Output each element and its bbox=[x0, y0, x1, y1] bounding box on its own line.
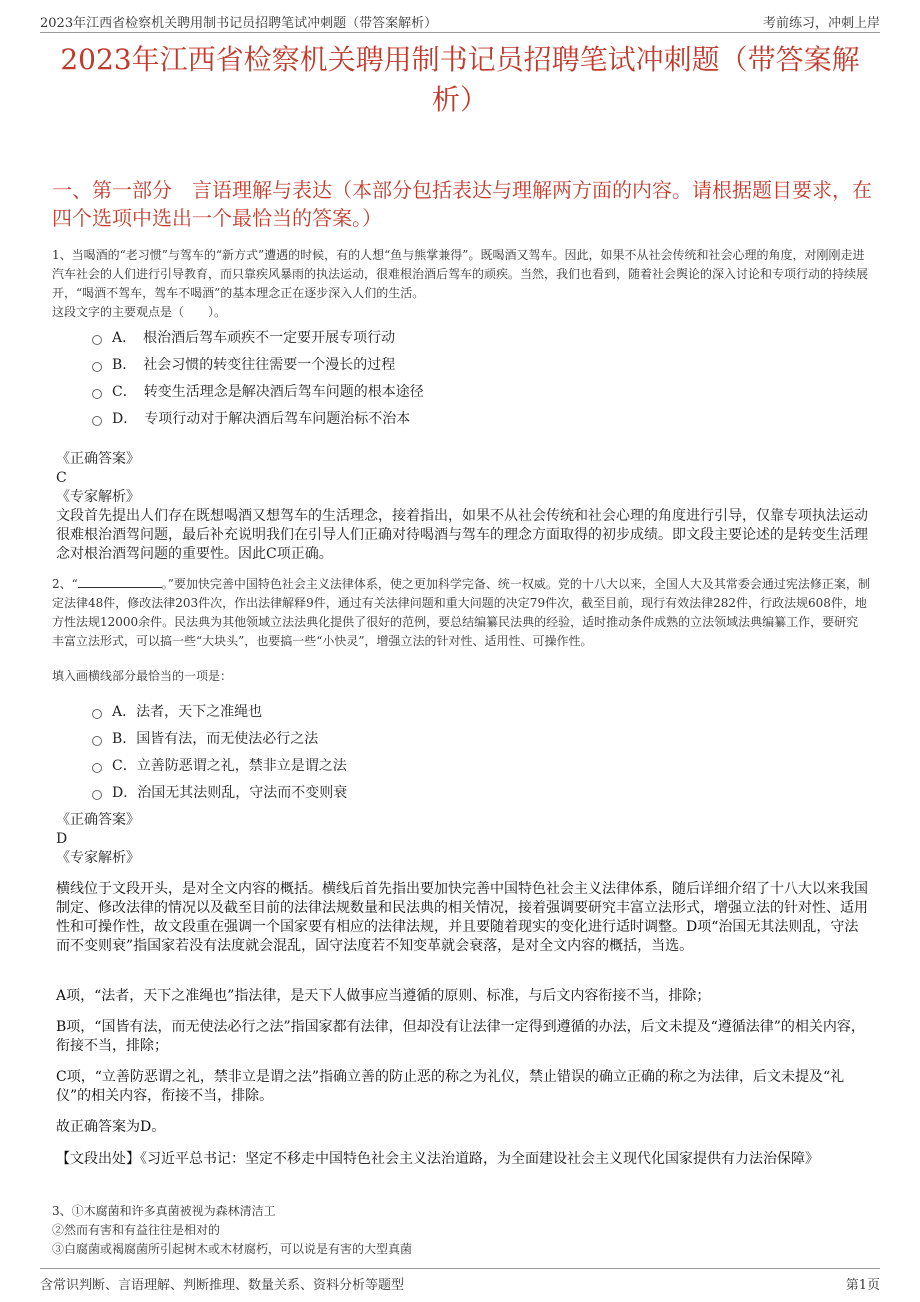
analysis-text: 横线位于文段开头，是对全文内容的概括。横线后首先指出要加快完善中国特色社会主义法律体系，随后详细介绍了十八大以来我国制定、修改法律的情况以及截至目前的法律法规数量和民法典的相关情况，接着强调要研究丰富立法形式，增强立法的针对性、适用性和可操作性，故文段重在强调一个国家要有相应的法律法规，并且要随着现实的变化进行适时调整。D项“治国无其法则乱，守法而不变则衰”指国家若没有法度就会混乱，固守法度若不知变革就会衰落，是对全文内容的概括，当选。 bbox=[56, 881, 868, 954]
source-citation: 【文段出处】《习近平总书记：坚定不移走中国特色社会主义法治道路，为全面建设社会主义现代化国家提供有力法治保障》 bbox=[56, 1151, 819, 1167]
option-b-note: B项，“国皆有法，而无使法必行之法”指国家都有法律，但却没有让法律一定得到遵循的办法，后文未提及“遵循法律”的相关内容，衔接不当，排除； bbox=[56, 1019, 865, 1054]
question-1-text: 1、当喝酒的“老习惯”与驾车的“新方式”遭遇的时候，有的人想“鱼与熊掌兼得”。既喝酒又驾车。因此，如果不从社会传统和社会心理的角度，对刚刚走进汽车社会的人们进行引导教育，而只靠疾风暴雨的执法运动，很难根治酒后驾车的顽疾。当然，我们也看到，随着社会舆论的深入讨论和专项行动的持续展开，“喝酒不驾车，驾车不喝酒”的基本理念正在逐步深入人们的生活。 bbox=[52, 248, 869, 300]
question-2-body: 。”要加快完善中国特色社会主义法律体系，使之更加科学完备、统一权威。党的十八大以来，全国人大及其常委会通过宪法修正案，制定法律48件，修改法律203件次，作出法律解释9件，通过有关法律问题和重大问题的决定79件次，截至目前，现行有效法律282件，行政法规608件，地方性法规12000余件。民法典为其他领域立法法典化提供了很好的范例，要总结编纂民法典的经验，适时推动条件成熟的立法领域法典编纂工作，要研究丰富立法形式，可以搞一些“大块头”，也要搞一些“小快灵”，增强立法的针对性、适用性、可操作性。 bbox=[52, 577, 870, 648]
question-1-prompt: 这段文字的主要观点是（ ）。 bbox=[52, 305, 227, 319]
option-d[interactable] bbox=[92, 404, 424, 431]
option-a-note: A项，“法者，天下之准绳也”指法律，是天下人做事应当遵循的原则、标准，与后文内容衔接不当，排除； bbox=[56, 988, 711, 1004]
footer-text: 含常识判断、言语理解、判断推理、数量关系、资料分析等题型 bbox=[40, 1278, 405, 1293]
blank-line bbox=[78, 575, 162, 588]
page-number: 第1页 bbox=[845, 1278, 880, 1293]
header-title: 2023年江西省检察机关聘用制书记员招聘笔试冲刺题（带答案解析） bbox=[40, 16, 438, 31]
question-2 bbox=[52, 575, 870, 651]
question-1 bbox=[52, 246, 870, 322]
page-footer bbox=[40, 1268, 880, 1297]
option-label: B． 社会习惯的转变往往需要一个漫长的过程 bbox=[112, 356, 396, 373]
question-2-answer bbox=[56, 811, 870, 868]
radio-icon[interactable] bbox=[92, 335, 102, 345]
option-b[interactable] bbox=[92, 350, 424, 377]
question-2-text bbox=[52, 575, 870, 651]
option-label: A．法者，天下之准绳也 bbox=[112, 703, 263, 720]
option-c[interactable] bbox=[92, 377, 424, 404]
question-2-options bbox=[92, 697, 347, 805]
radio-icon[interactable] bbox=[92, 709, 102, 719]
option-label: D．治国无其法则乱，守法而不变则衰 bbox=[112, 784, 348, 801]
answer-value: C bbox=[56, 470, 67, 486]
document-title: 2023年江西省检察机关聘用制书记员招聘笔试冲刺题（带答案解析） bbox=[60, 43, 860, 116]
radio-icon[interactable] bbox=[92, 763, 102, 773]
option-label: C．立善防恶谓之礼，禁非立是谓之法 bbox=[112, 757, 347, 774]
question-2-prompt: 填入画横线部分最恰当的一项是： bbox=[52, 669, 233, 683]
question-3-line: ③白腐菌或褐腐菌所引起树木或木材腐朽，可以说是有害的大型真菌 bbox=[52, 1242, 413, 1256]
answer-label: 《正确答案》 bbox=[56, 812, 140, 828]
question-2-prefix: 2、“ bbox=[52, 577, 78, 591]
section-heading: 一、第一部分 言语理解与表达（本部分包括表达与理解两方面的内容。请根据题目要求，在四个选项中选出一个最恰当的答案。） bbox=[52, 178, 872, 230]
question-3-line: ②然而有害和有益往往是相对的 bbox=[52, 1223, 221, 1237]
option-c[interactable] bbox=[92, 751, 347, 778]
conclusion: 故正确答案为D。 bbox=[56, 1119, 166, 1135]
answer-label: 《正确答案》 bbox=[56, 451, 140, 467]
question-1-options bbox=[92, 323, 424, 431]
option-a[interactable] bbox=[92, 323, 424, 350]
radio-icon[interactable] bbox=[92, 790, 102, 800]
answer-value: D bbox=[56, 831, 68, 847]
question-1-answer bbox=[56, 450, 870, 564]
option-d[interactable] bbox=[92, 778, 347, 805]
option-label: D． 专项行动对于解决酒后驾车问题治标不治本 bbox=[112, 410, 411, 427]
header-slogan: 考前练习，冲刺上岸 bbox=[762, 16, 880, 31]
analysis-label: 《专家解析》 bbox=[56, 489, 140, 505]
option-label: A． 根治酒后驾车顽疾不一定要开展专项行动 bbox=[112, 329, 396, 346]
option-a[interactable] bbox=[92, 697, 347, 724]
question-3 bbox=[52, 1202, 870, 1259]
page-header bbox=[40, 10, 880, 33]
radio-icon[interactable] bbox=[92, 389, 102, 399]
analysis-label: 《专家解析》 bbox=[56, 850, 140, 866]
radio-icon[interactable] bbox=[92, 416, 102, 426]
option-c-note: C项，“立善防恶谓之礼，禁非立是谓之法”指确立善的防止恶的称之为礼仪，禁止错误的确立正确的称之为法律，后文未提及“礼仪”的相关内容，衔接不当，排除。 bbox=[56, 1069, 845, 1104]
option-label: B．国皆有法，而无使法必行之法 bbox=[112, 730, 319, 747]
radio-icon[interactable] bbox=[92, 736, 102, 746]
analysis-text: 文段首先提出人们存在既想喝酒又想驾车的生活理念，接着指出，如果不从社会传统和社会心理的角度进行引导，仅靠专项执法运动很难根治酒驾问题，最后补充说明我们在引导人们正确对待喝酒与驾车的理念方面取得的初步成绩。即文段主要论述的是转变生活理念对根治酒驾问题的重要性。因此C项正确。 bbox=[56, 508, 868, 562]
option-b[interactable] bbox=[92, 724, 347, 751]
question-3-line: 3、①木腐菌和许多真菌被视为森林清洁工 bbox=[52, 1204, 276, 1218]
option-label: C． 转变生活理念是解决酒后驾车问题的根本途径 bbox=[112, 383, 424, 400]
radio-icon[interactable] bbox=[92, 362, 102, 372]
